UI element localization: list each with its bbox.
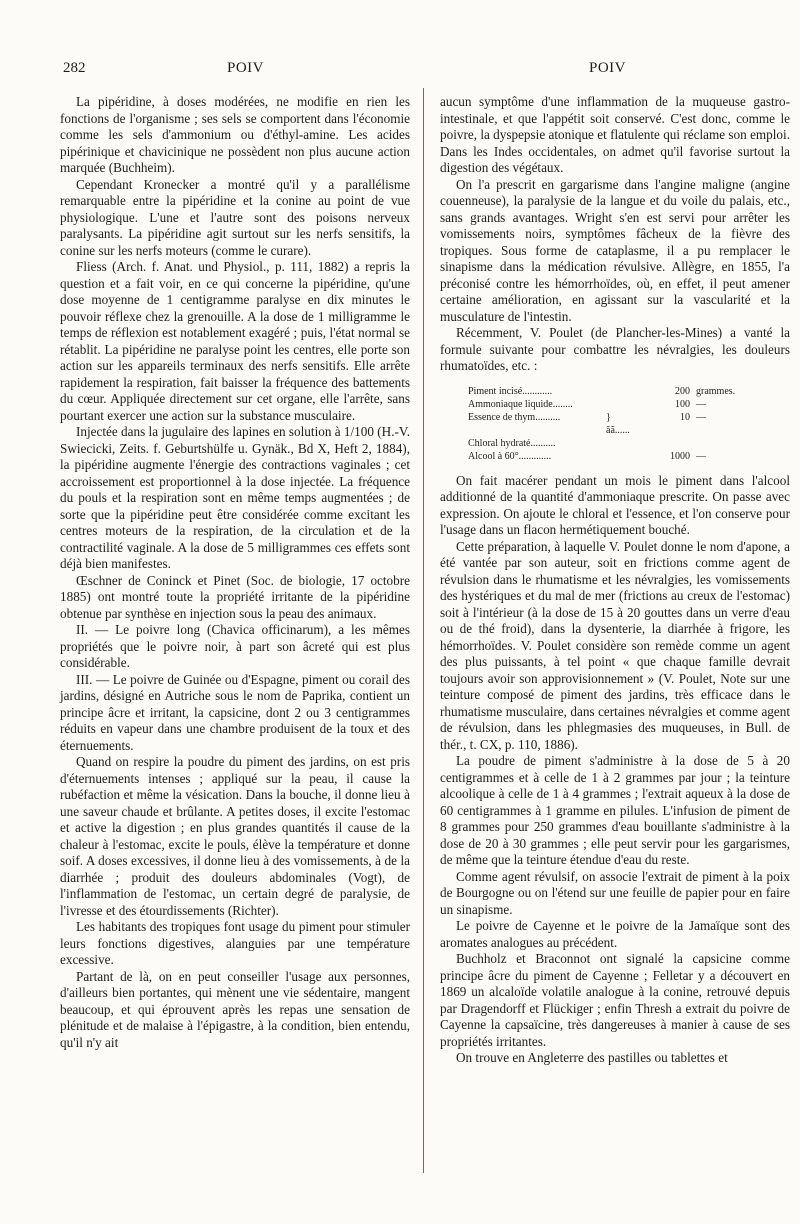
formula-ingredient: Ammoniaque liquide........ bbox=[468, 398, 573, 410]
paragraph: Buchholz et Braconnot ont signalé la capsicine comme principe âcre du piment de Cayenne ; Felletar y a découvert en 1869 un alcaloïde volatile analogue à la conine, retrouvé depuis par Dragendorff et Flückiger ; enfin Thresh a extrait du poivre de Cayenne la capsaïcine, très dangereuses à manier à cause de ses propriétés irritantes. bbox=[440, 951, 790, 1049]
formula-row bbox=[468, 411, 758, 437]
paragraph: Récemment, V. Poulet (de Plancher-les-Mines) a vanté la formule suivante pour combattre les névralgies, les douleurs rhumatoïdes, etc. : bbox=[440, 325, 790, 373]
paragraph: Les habitants des tropiques font usage du piment pour stimuler leurs fonctions digestives, alanguies par une température excessive. bbox=[60, 919, 410, 967]
formula-aa bbox=[606, 398, 630, 411]
paragraph: Cependant Kronecker a montré qu'il y a parallélisme remarquable entre la pipéridine et la conine au point de vue physiologique. L'une et l'autre sont des poisons nerveux paralysants. La pipéridine agit surtout sur les nerfs sensitifs, la conine sur les nerfs moteurs (comme le curare). bbox=[60, 176, 410, 258]
formula-ingredient: Alcool à 60°............. bbox=[468, 450, 552, 462]
paragraph: II. — Le poivre long (Chavica officinarum), a les mêmes propriétés que le poivre noir, à part son âcreté qui est plus considérable. bbox=[60, 622, 410, 670]
running-head-right: POIV bbox=[589, 60, 627, 76]
page-header bbox=[0, 60, 800, 80]
formula-row bbox=[468, 385, 758, 398]
formula-quantity: 1000 bbox=[670, 450, 690, 462]
paragraph: On trouve en Angleterre des pastilles ou tablettes et bbox=[456, 1050, 728, 1065]
right-column bbox=[440, 94, 790, 1067]
formula-aa: } ãã...... bbox=[606, 411, 630, 436]
formula-aa bbox=[606, 385, 630, 398]
paragraph: Comme agent révulsif, on associe l'extrait de piment à la poix de Bourgogne ou on l'étend sur une feuille de papier pour en faire un sinapisme. bbox=[440, 868, 790, 917]
formula-quantity bbox=[630, 437, 696, 450]
formula-ingredient: Chloral hydraté.......... bbox=[468, 437, 556, 449]
formula-table bbox=[468, 385, 758, 463]
formula-quantity: 10 bbox=[680, 411, 690, 423]
paragraph: Fliess (Arch. f. Anat. und Physiol., p. 111, 1882) a repris la question et a fait voir, en ce qui concerne la pipéridine, qu'une dose moyenne de 1 centigramme paralyse en dix minutes le pouvoir réflexe chez la grenouille. A la dose de 1 milligramme le temps de réflexion est notablement exagéré ; puis, l'état normal se rétablit. La pipéridine ne paralyse point les centres, elle porte son action sur les appareils terminaux des nerfs sensitifs. Elle arrête rapidement la respiration, fait baisser la fréquence des battements du cœur. Appliquée directement sur cet organe, elle l'arrête, sans pourtant exercer une action sur la substance musculaire. bbox=[60, 259, 410, 423]
formula-unit bbox=[696, 437, 758, 450]
formula-aa bbox=[606, 450, 630, 463]
paragraph: On fait macérer pendant un mois le piment dans l'alcool additionné de la quantité d'ammoniaque prescrite. On passe avec expression. On ajoute le chloral et l'essence, et l'on conserve pour l'usage dans un flacon hermétiquement bouché. bbox=[440, 472, 790, 537]
paragraph: Cette préparation, à laquelle V. Poulet donne le nom d'apone, a été vantée par son auteur, soit en frictions comme agent de révulsion dans le rhumatisme et les névralgies, les vomissements des hystériques et du mal de mer (frictions au creux de l'estomac) soit à l'intérieur (à la dose de 15 à 20 gouttes dans un verre d'eau ou de thé froid), dans la dysenterie, la diarrhée à frigore, les hémorrhoïdes. V. Poulet considère son remède comme un agent des plus puissants, à tel point « que chaque famille devrait toujours avoir son approvisionnement » (V. Poulet, Note sur une teinture composé de piment des jardins, très efficace dans le rhumatisme musculaire, dans certaines névralgies et comme agent de révulsion, dans les phlegmasies des muqueuses, in Bull. de thér., t. CX, p. 110, 1886). bbox=[440, 538, 790, 752]
formula-aa bbox=[606, 437, 630, 450]
formula-unit: grammes. bbox=[696, 385, 736, 397]
paragraph: Le poivre de Cayenne et le poivre de la Jamaïque sont des aromates analogues au précédent. bbox=[440, 918, 790, 950]
formula-row bbox=[468, 398, 758, 411]
paragraph: Partant de là, on en peut conseiller l'usage aux personnes, d'ailleurs bien portantes, qui mènent une vie sédentaire, mangent beaucoup, et qui éprouvent après les repas une sensation de plénitude et de malaise à l'épigastre, à la condition, bien entendu, qu'il n'y ait bbox=[60, 968, 410, 1050]
formula-row bbox=[468, 437, 758, 450]
formula-ingredient: Essence de thym.......... bbox=[468, 411, 561, 423]
paragraph: Quand on respire la poudre du piment des jardins, on est pris d'éternuements intenses ; appliqué sur la peau, il cause la rubéfaction et même la vésication. Dans la bouche, il donne lieu à une saveur chaude et brûlante. A petites doses, il excite l'estomac et active la digestion ; en plus grandes quantités il cause de la chaleur à l'estomac, excite le pouls, élève la température et donne soif. A doses excessives, il donne lieu à des vomissements, à de la diarrhée ; produit des douleurs abdominales (Vogt), de l'inflammation de l'estomac, un certain degré de paralysie, de l'ivresse et des étourdissements (Richter). bbox=[60, 754, 410, 918]
left-column bbox=[60, 94, 410, 1051]
formula-unit: — bbox=[696, 398, 706, 410]
formula-unit: — bbox=[696, 411, 706, 423]
running-head-left: POIV bbox=[227, 60, 265, 76]
paragraph: La poudre de piment s'administre à la dose de 5 à 20 centigrammes et à celle de 1 à 2 grammes par jour ; la teinture alcoolique à celle de 1 à 4 grammes ; l'extrait aqueux à la dose de 60 centigrammes à 1 gramme en pilules. L'infusion de piment de 8 grammes pour 250 grammes d'eau bouillante s'administre à la dose de 20 à 30 grammes ; elle peut servir pour les gargarismes, de même que la teinture étendue d'eau du reste. bbox=[440, 753, 790, 867]
paragraph: On l'a prescrit en gargarisme dans l'angine maligne (angine couenneuse), la paralysie de la langue et du voile du palais, etc., sans grands avantages. Wright s'en est servi pour arrêter les vomissements noirs, symptômes fâcheux de la fièvre des tropiques. Sous forme de cataplasme, il a pu remplacer le sinapisme dans la médication révulsive. Allègre, en 1855, l'a préconisé contre les hémorrhoïdes, où, en effet, il peut amener certaine amélioration, en agissant sur la vascularité et la musculature de l'intestin. bbox=[440, 176, 790, 324]
formula-unit: — bbox=[696, 450, 706, 462]
column-divider bbox=[423, 88, 424, 1173]
paragraph: Œschner de Coninck et Pinet (Soc. de biologie, 17 octobre 1885) ont montré toute la propriété irritante de la pipéridine obtenue par synthèse en injection sous la peau des animaux. bbox=[60, 572, 410, 621]
paragraph: La pipéridine, à doses modérées, ne modifie en rien les fonctions de l'organisme ; ses sels se comportent dans l'économie comme les sels d'ammonium ou d'éthyl-amine. Les acides pipérinique et chavicinique ne possèdent non plus aucune action marquée (Buchheim). bbox=[60, 94, 410, 175]
formula-ingredient: Piment incisé............ bbox=[468, 385, 553, 397]
formula-row bbox=[468, 450, 758, 463]
paragraph: III. — Le poivre de Guinée ou d'Espagne, piment ou corail des jardins, désigné en Autriche sous le nom de Paprika, contient un principe âcre et irritant, la capsicine, dont 2 ou 3 centigrammes réduits en vapeur dans une chambre produisent de la toux et des éternuements. bbox=[60, 671, 410, 753]
paragraph: Injectée dans la jugulaire des lapines en solution à 1/100 (H.-V. Swiecicki, Zeits. f. Geburtshülfe u. Gynäk., Bd X, Heft 2, 1884), la pipéridine augmente l'énergie des contractions vaginales ; cet accroissement est proportionnel à la dose injectée. La fréquence du pouls et la respiration sont en même temps augmentées ; de sorte que la pipéridine peut être considérée comme excitant les centres moteurs de la respiration, de la circulation et de la contractilité vaginale. A la dose de 5 milligrammes ces effets sont déjà bien manifestes. bbox=[60, 424, 410, 571]
formula-quantity: 100 bbox=[675, 398, 690, 410]
formula-quantity: 200 bbox=[675, 385, 690, 397]
page-number: 282 bbox=[63, 60, 86, 76]
paragraph: aucun symptôme d'une inflammation de la muqueuse gastro-intestinale, et que l'appétit soit conservé. C'est donc, comme le poivre, la dyspepsie atonique et flatulente qui réclame son emploi. Dans les Indes occidentales, on admet qu'il favorise surtout la digestion des végétaux. bbox=[440, 94, 790, 175]
